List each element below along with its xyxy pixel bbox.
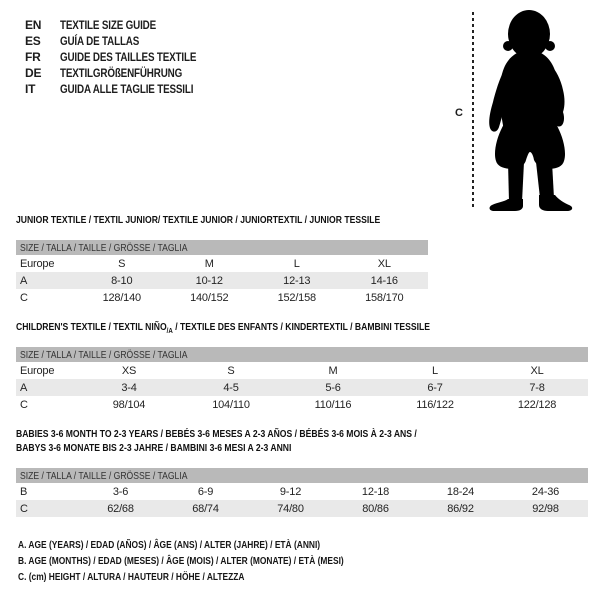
size-cell: XL (377, 257, 391, 270)
height-measure-label: C (455, 107, 463, 119)
row-label: Europe (20, 257, 55, 270)
size-cell: 110/116 (314, 398, 352, 411)
size-cell: 9-12 (279, 485, 302, 498)
language-code: EN (25, 18, 42, 32)
heading-line (16, 441, 485, 455)
size-cell: S (118, 257, 126, 270)
size-cell: 152/158 (277, 291, 316, 304)
size-header-row (16, 240, 428, 255)
size-cell: 128/140 (102, 291, 141, 304)
section-children (16, 320, 588, 413)
table-row-c (16, 289, 428, 306)
size-cell: L (432, 364, 438, 377)
language-code: IT (25, 82, 36, 96)
language-code: FR (25, 50, 41, 64)
babies-size-table (16, 468, 588, 517)
heading-line (16, 427, 485, 441)
language-code: ES (25, 34, 41, 48)
guide-title: GUIDE DES TAILLES TEXTILE (60, 50, 197, 64)
footnotes (18, 537, 425, 585)
size-header (16, 468, 588, 483)
heading-text: BABIES 3-6 MONTH TO 2-3 YEARS / BEBÉS 3-6 MESES A 2-3 AÑOS / BÉBÉS 3-6 MOIS À 2-3 ANS / (16, 428, 417, 440)
size-cell: 98/104 (112, 398, 146, 411)
size-cell: 3-4 (121, 381, 137, 394)
language-row-en (25, 17, 226, 33)
size-cell: 80/86 (362, 502, 389, 515)
size-cell: 3-6 (112, 485, 129, 498)
size-cell: 12-13 (283, 274, 311, 287)
height-dashed-line (472, 12, 474, 208)
table-row-a (16, 379, 588, 396)
row-label: C (20, 502, 28, 515)
language-code: DE (25, 66, 42, 80)
size-cell: XL (530, 364, 544, 377)
heading-subscript: /A (166, 326, 173, 336)
table-row-europe (16, 362, 588, 379)
size-cell: 10-12 (195, 274, 223, 287)
size-cell: M (328, 364, 338, 377)
size-cell: M (204, 257, 214, 270)
guide-title: TEXTILE SIZE GUIDE (60, 18, 157, 32)
size-cell: 74/80 (277, 502, 304, 515)
guide-title: GUIDA ALLE TAGLIE TESSILI (60, 82, 194, 96)
size-cell: 4-5 (223, 381, 239, 394)
size-cell: 122/128 (517, 398, 557, 411)
section-junior (16, 213, 460, 306)
language-row-es (25, 33, 226, 49)
size-cell: 6-7 (427, 381, 443, 394)
row-label: C (20, 291, 28, 304)
size-header-text: SIZE / TALLA / TAILLE / GRÖSSE / TAGLIA (20, 348, 188, 361)
row-label: C (20, 398, 28, 411)
size-cell: 18-24 (446, 485, 475, 498)
table-row-b (16, 483, 588, 500)
heading-text: CHILDREN'S TEXTILE / TEXTIL NIÑO (16, 321, 167, 333)
guide-title: TEXTILGRÖßENFÜHRUNG (60, 66, 183, 80)
heading-text: JUNIOR TEXTILE / TEXTIL JUNIOR/ TEXTILE JUNIOR / JUNIORTEXTIL / JUNIOR TESSILE (16, 214, 381, 226)
language-title-list (25, 17, 226, 97)
size-cell: 116/122 (416, 398, 454, 411)
size-cell: L (293, 257, 300, 270)
language-row-de (25, 65, 226, 81)
size-header-text: SIZE / TALLA / TAILLE / GRÖSSE / TAGLIA (20, 469, 188, 482)
size-cell: 158/170 (365, 291, 404, 304)
children-heading (16, 320, 588, 334)
table-row-europe (16, 255, 428, 272)
size-cell: 24-36 (531, 485, 560, 498)
junior-heading (16, 213, 460, 227)
size-cell: 7-8 (529, 381, 545, 394)
children-size-table (16, 347, 588, 413)
row-label: A (20, 381, 28, 394)
size-cell: 140/152 (190, 291, 229, 304)
language-row-it (25, 81, 226, 97)
size-cell: 92/98 (532, 502, 559, 515)
size-cell: 14-16 (370, 274, 398, 287)
size-cell: 6-9 (197, 485, 214, 498)
junior-size-table (16, 240, 428, 306)
size-cell: 62/68 (107, 502, 134, 515)
section-babies (16, 427, 588, 517)
heading-text: / TEXTILE DES ENFANTS / KINDERTEXTIL / BAMBINI TESSILE (172, 321, 431, 333)
size-cell: 5-6 (325, 381, 341, 394)
footnote-c: C. (cm) HEIGHT / ALTURA / HAUTEUR / HÖHE / ALTEZZA (18, 571, 245, 583)
size-cell: XS (121, 364, 137, 377)
row-label: Europe (20, 364, 55, 377)
size-cell: 68/74 (192, 502, 219, 515)
size-cell: S (227, 364, 235, 377)
heading-line (16, 213, 380, 227)
size-header-text: SIZE / TALLA / TAILLE / GRÖSSE / TAGLIA (20, 241, 188, 254)
size-cell: 12-18 (361, 485, 390, 498)
heading-text: BABYS 3-6 MONATE BIS 2-3 JAHRE / BAMBINI 3-6 MESI A 2-3 ANNI (16, 442, 292, 454)
baby-silhouette-icon (478, 6, 578, 211)
table-row-c (16, 396, 588, 413)
footnote-b: B. AGE (MONTHS) / EDAD (MESES) / ÂGE (MOIS) / ALTER (MONATE) / ETÀ (MESI) (18, 555, 344, 567)
table-row-a (16, 272, 428, 289)
size-cell: 8-10 (111, 274, 133, 287)
heading-line (16, 320, 485, 334)
size-header (16, 240, 428, 255)
size-header-row (16, 347, 588, 362)
size-header-row (16, 468, 588, 483)
size-cell: 86/92 (447, 502, 474, 515)
footnote-a: A. AGE (YEARS) / EDAD (AÑOS) / ÂGE (ANS) / ALTER (JAHRE) / ETÀ (ANNI) (18, 539, 321, 551)
size-header (16, 347, 588, 362)
row-label: A (20, 274, 28, 287)
language-row-fr (25, 49, 226, 65)
row-label: B (20, 485, 28, 498)
table-row-c (16, 500, 588, 517)
guide-title: GUÍA DE TALLAS (60, 34, 140, 48)
size-cell: 104/110 (212, 398, 250, 411)
babies-heading (16, 427, 588, 455)
